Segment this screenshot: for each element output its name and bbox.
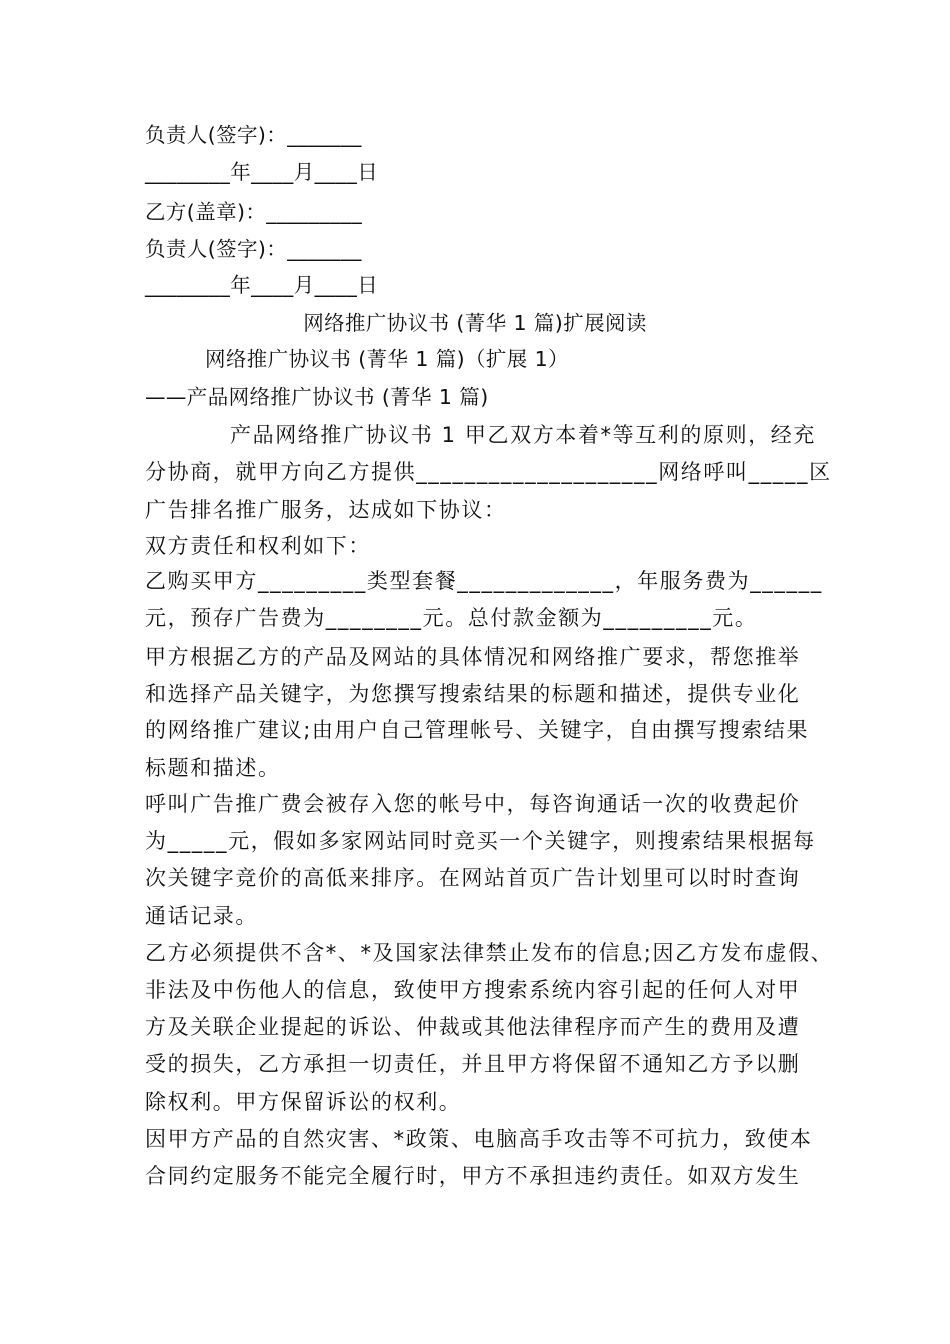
paragraph-line: 为_____元，假如多家网站同时竞买一个关键字，则搜索结果根据每 <box>145 829 816 853</box>
paragraph-line: 和选择产品关键字，为您撰写搜索结果的标题和描述，提供专业化 <box>145 682 801 706</box>
paragraph-line: 受的损失，乙方承担一切责任，并且甲方将保留不通知乙方予以删 <box>145 1052 801 1076</box>
date-line: ________年____月____日 <box>145 273 379 297</box>
signatory-line: 负责人(签字)：_______ <box>145 237 362 261</box>
extension-subheading: 网络推广协议书 (菁华 1 篇)（扩展 1） <box>205 347 569 371</box>
paragraph-line: 因甲方产品的自然灾害、*政策、电脑高手攻击等不可抗力，致使本 <box>145 1127 813 1151</box>
extension-heading: 网络推广协议书 (菁华 1 篇)扩展阅读 <box>303 311 647 335</box>
paragraph-line: 方及关联企业提起的诉讼、仲裁或其他法律程序而产生的费用及遭 <box>145 1015 801 1039</box>
paragraph-line: 除权利。甲方保留诉讼的权利。 <box>145 1090 462 1114</box>
paragraph-line: 乙购买甲方_________类型套餐_____________，年服务费为______ <box>145 569 823 593</box>
paragraph-line: 双方责任和权利如下： <box>145 534 371 558</box>
paragraph-line: 的网络推广建议;由用户自己管理帐号、关键字，自由撰写搜索结果 <box>145 718 810 742</box>
paragraph-line: 合同约定服务不能完全履行时，甲方不承担违约责任。如双方发生 <box>145 1164 801 1188</box>
paragraph-line: 标题和描述。 <box>145 756 281 780</box>
paragraph-line: 产品网络推广协议书 1 甲乙双方本着*等互利的原则，经充 <box>230 423 817 447</box>
paragraph-line: 广告排名推广服务，达成如下协议： <box>145 498 507 522</box>
signatory-line: 负责人(签字)：_______ <box>145 123 362 147</box>
paragraph-line: 分协商，就甲方向乙方提供____________________网络呼叫_____区 <box>145 460 832 484</box>
date-line: ________年____月____日 <box>145 160 379 184</box>
extension-title-line: ——产品网络推广协议书 (菁华 1 篇) <box>145 385 489 409</box>
paragraph-line: 元，预存广告费为________元。总付款金额为_________元。 <box>145 606 758 630</box>
paragraph-line: 次关键字竞价的高低来排序。在网站首页广告计划里可以时时查询 <box>145 866 801 890</box>
paragraph-line: 甲方根据乙方的产品及网站的具体情况和网络推广要求，帮您推举 <box>145 645 801 669</box>
paragraph-line: 呼叫广告推广费会被存入您的帐号中，每咨询通话一次的收费起价 <box>145 792 801 816</box>
paragraph-line: 乙方必须提供不含*、*及国家法律禁止发布的信息;因乙方发布虚假、 <box>145 941 834 965</box>
party-b-seal-line: 乙方(盖章)：_________ <box>145 200 363 224</box>
paragraph-line: 通话记录。 <box>145 904 258 928</box>
paragraph-line: 非法及中伤他人的信息，致使甲方搜索系统内容引起的任何人对甲 <box>145 978 801 1002</box>
